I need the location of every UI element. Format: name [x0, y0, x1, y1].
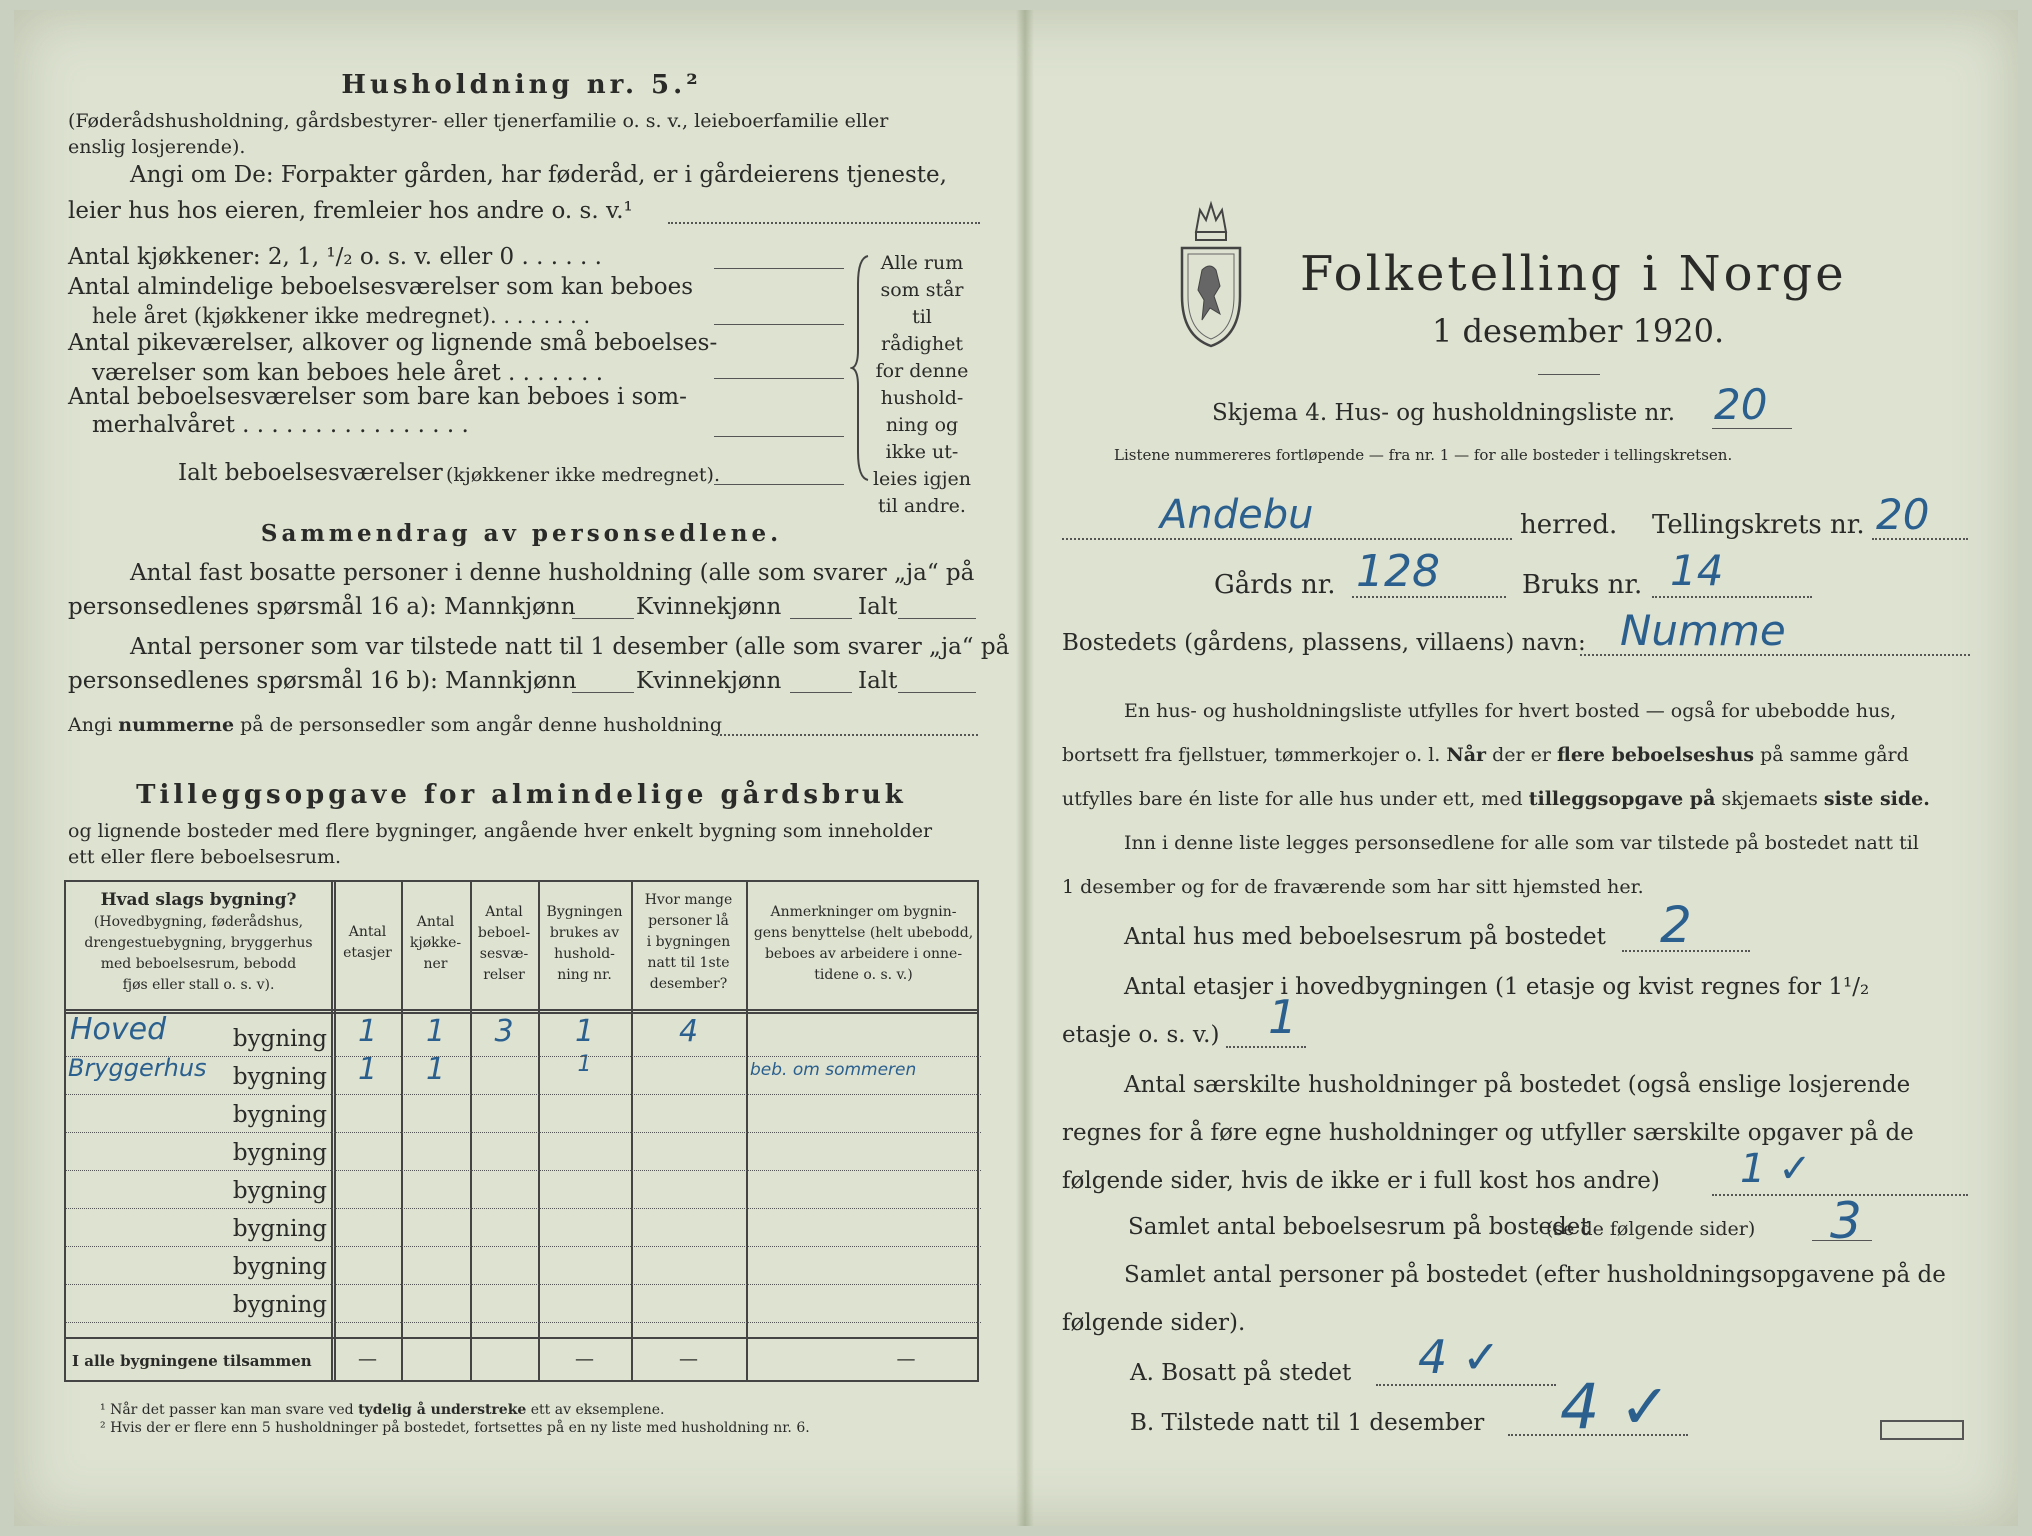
row-etasjer: 1 [357, 1052, 378, 1087]
total-etasjer-dash: — [358, 1348, 377, 1370]
table-row[interactable] [66, 1052, 981, 1096]
sammendrag-1b: personsedlenes spørsmål 16 a): Mannkjønn [68, 594, 576, 620]
printer-stamp [1880, 1420, 1964, 1440]
household-intro-2: enslig losjerende). [68, 136, 246, 158]
gards-label: Gårds nr. [1214, 570, 1336, 600]
saerskilte-line3: følgende sider, hvis de ikke er i full kost hos andre) [1062, 1168, 1660, 1194]
row-suffix: bygning [232, 1026, 327, 1052]
row-vaerelser: 3 [494, 1014, 514, 1049]
bruks-label: Bruks nr. [1522, 570, 1643, 600]
col-header-personer: Hvor mange personer lå i bygningen natt til 1ste desember? [644, 892, 733, 992]
angi-nummerne: Angi nummerne på de personsedler som angår denne husholdning [68, 714, 723, 736]
bosted-navn-value: Numme [1620, 606, 1786, 655]
ialt-rooms-note: (kjøkkener ikke medregnet). [446, 464, 720, 486]
ialt-rooms-answer[interactable] [714, 484, 844, 485]
rooms-ordinary-1: Antal almindelige beboelsesværelser som kan beboes [68, 274, 694, 300]
tilstede-kvinne-label: Kvinnekjønn [636, 668, 782, 694]
row-suffix: bygning [232, 1064, 327, 1090]
summer-rooms-answer[interactable] [714, 436, 844, 437]
nummerne-answer-line[interactable] [716, 734, 978, 736]
tillegg-desc-1: og lignende bosteder med flere bygninger, angående hver enkelt bygning som inneholder [68, 820, 933, 842]
bruks-value: 14 [1670, 546, 1724, 595]
para2-line2: 1 desember og for de fraværende som har sitt hjemsted her. [1062, 876, 1644, 898]
row-suffix: bygning [232, 1178, 327, 1204]
gards-value: 128 [1356, 546, 1440, 597]
ialt-rooms-label: Ialt beboelsesværelser [178, 460, 443, 486]
bruks-line[interactable] [1652, 596, 1812, 598]
rooms-kitchens: Antal kjøkkener: 2, 1, ¹/₂ o. s. v. eller 0 . . . . . . [68, 244, 602, 270]
norway-coat-of-arms-icon [1176, 196, 1246, 350]
brace-icon [850, 254, 874, 482]
rooms-summer-2: merhalvåret . . . . . . . . . . . . . . . . [92, 412, 469, 438]
para1-line1: En hus- og husholdningsliste utfylles for hvert bosted — også for ubebodde hus, [1124, 700, 1897, 722]
household-title: Husholdning nr. 5.² [341, 70, 702, 100]
total-label: I alle bygningene tilsammen [72, 1352, 312, 1370]
samlet-rum-value: 3 [1830, 1192, 1862, 1250]
tilstede-ialt-answer[interactable] [898, 692, 976, 693]
fast-ialt-answer[interactable] [898, 618, 976, 619]
angi-answer-line[interactable] [668, 222, 980, 224]
antal-hus-value: 2 [1660, 896, 1692, 954]
tilstede-mann-answer[interactable] [572, 692, 634, 693]
col-header-kjokken: Antal kjøkke- ner [409, 914, 462, 972]
tillegg-title: Tilleggsopgave for almindelige gårdsbruk [136, 780, 907, 810]
para1-line3: utfylles bare én liste for alle hus under ett, med tilleggsopgave på skjemaets siste side. [1062, 788, 1930, 810]
angi-line-2: leier hus hos eieren, fremleier hos andre o. s. v.¹ [68, 198, 633, 224]
row-kjokken: 1 [425, 1014, 446, 1049]
row-anmerkning: beb. om sommeren [750, 1060, 917, 1080]
footnote-1: ¹ Når det passer kan man svare ved tydelig å understreke ett av eksemplene. [100, 1402, 665, 1418]
para1-line2: bortsett fra fjellstuer, tømmerkojer o. l. Når der er flere beboelseshus på samme gård [1062, 744, 1909, 766]
angi-line-1: Angi om De: Forpakter gården, har føderåd, er i gårdeierens tjeneste, [130, 162, 947, 188]
fast-kvinne-label: Kvinnekjønn [636, 594, 782, 620]
bosatt-answer[interactable] [1376, 1384, 1556, 1386]
antal-etasjer-value: 1 [1268, 990, 1298, 1044]
col-header-type: Hvad slags bygning? (Hovedbygning, føderådshus, drengestuebygning, bryggerhus med beboelsesrum, bebodd fjøs eller stall o. s. v). [84, 890, 313, 993]
fast-mann-answer[interactable] [572, 618, 634, 619]
title-divider [1538, 374, 1600, 375]
saerskilte-value: 1 ✓ [1740, 1146, 1812, 1192]
page-fold [1016, 10, 1034, 1526]
herred-label: herred. [1520, 510, 1618, 540]
rooms-summer-1: Antal beboelsesværelser som bare kan beboes i som- [68, 384, 687, 410]
tilstede-kvinne-answer[interactable] [790, 692, 852, 693]
row-husholdning: 1 [577, 1052, 592, 1077]
sammendrag-1a: Antal fast bosatte personer i denne husholdning (alle som svarer „ja“ på [130, 560, 975, 586]
listene-note: Listene nummereres fortløpende — fra nr. 1 — for alle bosteder i tellingskretsen. [1114, 446, 1733, 464]
census-date: 1 desember 1920. [1432, 312, 1725, 350]
table-row[interactable] [66, 1012, 981, 1058]
herred-value: Andebu [1160, 492, 1314, 538]
tilstede-value: 4 ✓ [1560, 1370, 1672, 1443]
samlet-rum-note: (se de følgende sider) [1546, 1218, 1756, 1240]
sammendrag-title: Sammendrag av personsedlene. [260, 520, 783, 547]
samlet-personer-line2: følgende sider). [1062, 1310, 1246, 1336]
col-header-vaerelser: Antal beboel- sesvæ- relser [477, 904, 531, 983]
row-type-value: Hoved [70, 1012, 167, 1047]
row-suffix: bygning [232, 1292, 327, 1318]
saerskilte-line1: Antal særskilte husholdninger på bostedet (også enslige losjerende [1124, 1072, 1911, 1098]
samlet-rum-label: Samlet antal beboelsesrum på bostedet [1128, 1214, 1590, 1240]
tilstede-ialt-label: Ialt [858, 668, 898, 694]
sammendrag-2a: Antal personer som var tilstede natt til 1 desember (alle som svarer „ja“ på [130, 634, 1010, 660]
total-anm-dash: — [896, 1348, 916, 1370]
antal-etasjer-line2: etasje o. s. v.) [1062, 1022, 1220, 1048]
sammendrag-2b: personsedlenes spørsmål 16 b): Mannkjønn [68, 668, 577, 694]
tillegg-desc-2: ett eller flere beboelsesrum. [68, 846, 342, 868]
antal-etasjer-line1: Antal etasjer i hovedbygningen (1 etasje og kvist regnes for 1¹/₂ [1124, 974, 1870, 1000]
side-note: Alle rum som står til rådighet for denne hushold- ning og ikke ut- leies igjen til andre. [872, 252, 972, 517]
bostedets-label: Bostedets (gårdens, plassens, villaens) navn: [1062, 630, 1586, 656]
col-header-husholdning: Bygningen brukes av hushold- ning nr. [546, 904, 623, 983]
col-header-anmerkninger: Anmerkninger om bygnin- gens benyttelse (helt ubebodd, beboes av arbeidere i onne- tidene o. s. v.) [753, 904, 974, 983]
antal-etasjer-answer[interactable] [1226, 1046, 1306, 1048]
row-kjokken: 1 [425, 1052, 446, 1087]
row-suffix: bygning [232, 1102, 327, 1128]
col-header-etasjer: Antal etasjer [343, 924, 392, 961]
fast-kvinne-answer[interactable] [790, 618, 852, 619]
row-suffix: bygning [232, 1254, 327, 1280]
footnote-2: ² Hvis der er flere enn 5 husholdninger på bostedet, fortsettes på en ny liste med husholdning nr. 6. [100, 1420, 810, 1436]
tilstede-label: B. Tilstede natt til 1 desember [1130, 1410, 1485, 1436]
ordinary-rooms-answer[interactable] [714, 324, 844, 325]
total-husholdning-dash: — [575, 1348, 594, 1370]
tellingskrets-label: Tellingskrets nr. [1652, 510, 1865, 540]
herred-line[interactable] [1062, 538, 1512, 540]
row-suffix: bygning [232, 1216, 327, 1242]
fast-ialt-label: Ialt [858, 594, 898, 620]
tellingskrets-value: 20 [1876, 490, 1930, 539]
bosatt-value: 4 ✓ [1418, 1330, 1501, 1384]
samlet-personer-line1: Samlet antal personer på bostedet (efter husholdningsopgavene på de [1124, 1262, 1946, 1288]
rooms-ordinary-2: hele året (kjøkkener ikke medregnet). . . . . . . . [92, 304, 591, 328]
census-title: Folketelling i Norge [1300, 246, 1847, 302]
row-suffix: bygning [232, 1140, 327, 1166]
skjema-label: Skjema 4. Hus- og husholdningsliste nr. [1212, 400, 1676, 426]
household-intro-1: (Føderådshusholdning, gårdsbestyrer- eller tjenerfamilie o. s. v., leieboerfamilie eller [68, 110, 889, 132]
rooms-small-1: Antal pikeværelser, alkover og lignende små beboelses- [68, 330, 718, 356]
kitchens-answer[interactable] [714, 268, 844, 269]
small-rooms-answer[interactable] [714, 378, 844, 379]
antal-hus-label: Antal hus med beboelsesrum på bostedet [1124, 924, 1606, 950]
bosatt-label: A. Bosatt på stedet [1130, 1360, 1352, 1386]
rooms-small-2: værelser som kan beboes hele året . . . . . . . [92, 360, 604, 386]
row-etasjer: 1 [357, 1014, 378, 1049]
total-personer-dash: — [679, 1348, 698, 1370]
row-husholdning: 1 [574, 1014, 595, 1049]
row-type-value: Bryggerhus [68, 1054, 207, 1082]
skjema-nr-value: 20 [1714, 380, 1768, 429]
para2-line1: Inn i denne liste legges personsedlene for alle som var tilstede på bostedet natt til [1124, 832, 1919, 854]
building-table [64, 880, 979, 1382]
saerskilte-line2: regnes for å føre egne husholdninger og utfyller særskilte opgaver på de [1062, 1120, 1914, 1146]
row-personer: 4 [678, 1014, 699, 1049]
